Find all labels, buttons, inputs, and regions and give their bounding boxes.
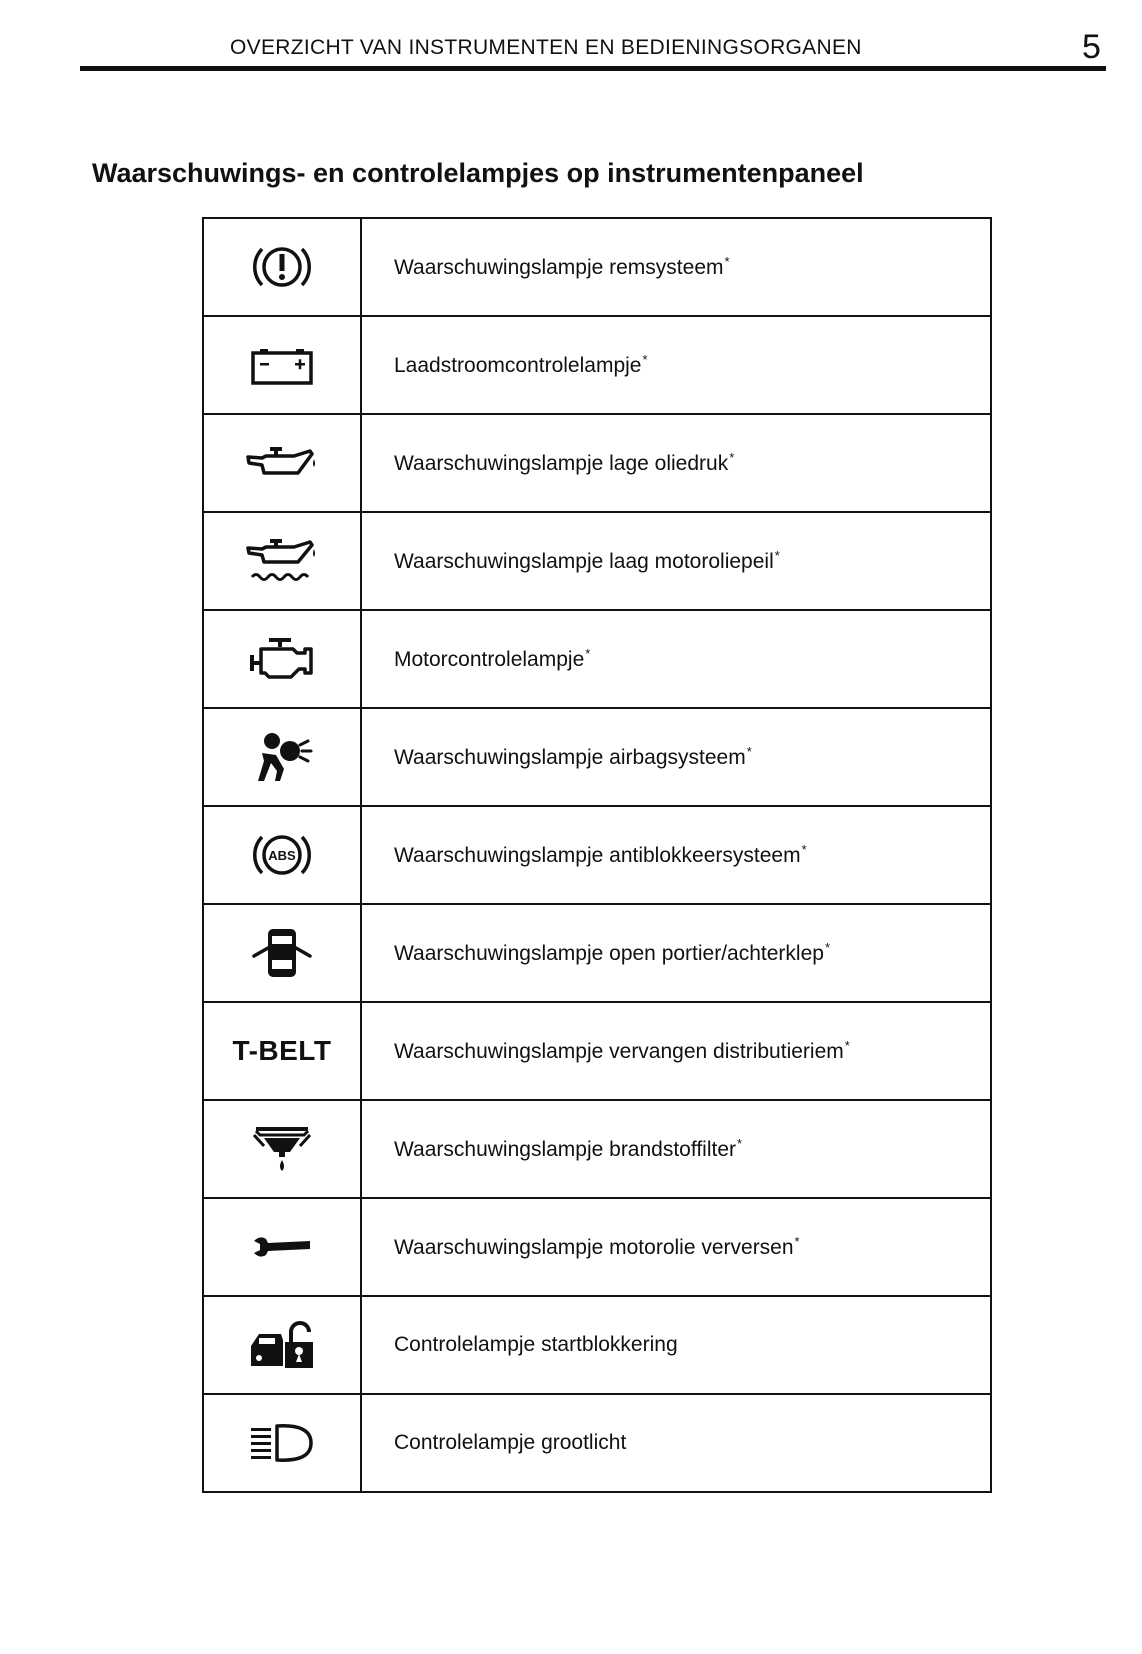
table-row: [203, 1198, 991, 1296]
footnote-mark: *: [737, 1136, 743, 1151]
lamp-label: Waarschuwingslampje laag motoroliepeil: [394, 550, 774, 573]
footnote-mark: *: [794, 1234, 800, 1249]
table-row: [203, 1394, 991, 1492]
airbag-icon: [250, 729, 314, 785]
footnote-mark: *: [642, 352, 648, 367]
lamp-label: Waarschuwingslampje vervangen distributieriem: [394, 1040, 844, 1063]
header-title: OVERZICHT VAN INSTRUMENTEN EN BEDIENINGSORGANEN: [230, 36, 862, 59]
wrench-icon: [250, 1229, 314, 1265]
table-row: [203, 708, 991, 806]
table-row: [203, 316, 991, 414]
footnote-mark: *: [844, 1038, 850, 1053]
table-row: [203, 1002, 991, 1100]
abs-icon: [250, 830, 314, 880]
table-row: [203, 1100, 991, 1198]
table-row: [203, 218, 991, 316]
table-row: [203, 610, 991, 708]
immobilizer-icon: [247, 1318, 317, 1372]
footnote-mark: *: [585, 646, 591, 661]
lamp-label: Waarschuwingslampje airbagsysteem: [394, 746, 746, 769]
lamp-label: Waarschuwingslampje antiblokkeersysteem: [394, 844, 801, 867]
door-open-icon: [250, 926, 314, 980]
footnote-mark: *: [729, 450, 735, 465]
brake-warning-icon: [250, 242, 314, 292]
page-number: 5: [1082, 28, 1101, 66]
footnote-mark: *: [724, 254, 730, 269]
lamp-label: Waarschuwingslampje lage oliedruk: [394, 452, 729, 475]
footnote-mark: *: [774, 548, 780, 563]
lamp-label: Waarschuwingslampje remsysteem: [394, 256, 724, 279]
warning-lamp-table: [202, 217, 992, 1493]
lamp-label: Motorcontrolelampje: [394, 648, 585, 671]
footnote-mark: *: [746, 744, 752, 759]
header-rule: [80, 66, 1106, 71]
lamp-label: Laadstroomcontrolelampje: [394, 354, 642, 377]
footnote-mark: *: [801, 842, 807, 857]
section-title: Waarschuwings- en controlelampjes op instrumentenpaneel: [92, 158, 864, 188]
lamp-label: Waarschuwingslampje brandstoffilter: [394, 1138, 736, 1161]
lamp-label: Controlelampje startblokkering: [394, 1333, 678, 1356]
oil-pressure-icon: [244, 443, 320, 483]
oil-level-icon: [244, 537, 320, 585]
table-row: [203, 512, 991, 610]
lamp-label: Controlelampje grootlicht: [394, 1431, 627, 1454]
table-row: [203, 806, 991, 904]
high-beam-icon: [247, 1420, 317, 1466]
lamp-label: Waarschuwingslampje open portier/achterklep: [394, 942, 824, 965]
table-row: [203, 904, 991, 1002]
check-engine-icon: [247, 635, 317, 683]
table-row: [203, 414, 991, 512]
footnote-mark: *: [824, 940, 830, 955]
t-belt-icon: T-BELT: [232, 1035, 332, 1066]
table-row: [203, 1296, 991, 1394]
svg-text:ABS: ABS: [268, 848, 296, 863]
lamp-label: Waarschuwingslampje motorolie verversen: [394, 1236, 794, 1259]
battery-charge-icon: [250, 343, 314, 387]
fuel-filter-icon: [250, 1122, 314, 1176]
